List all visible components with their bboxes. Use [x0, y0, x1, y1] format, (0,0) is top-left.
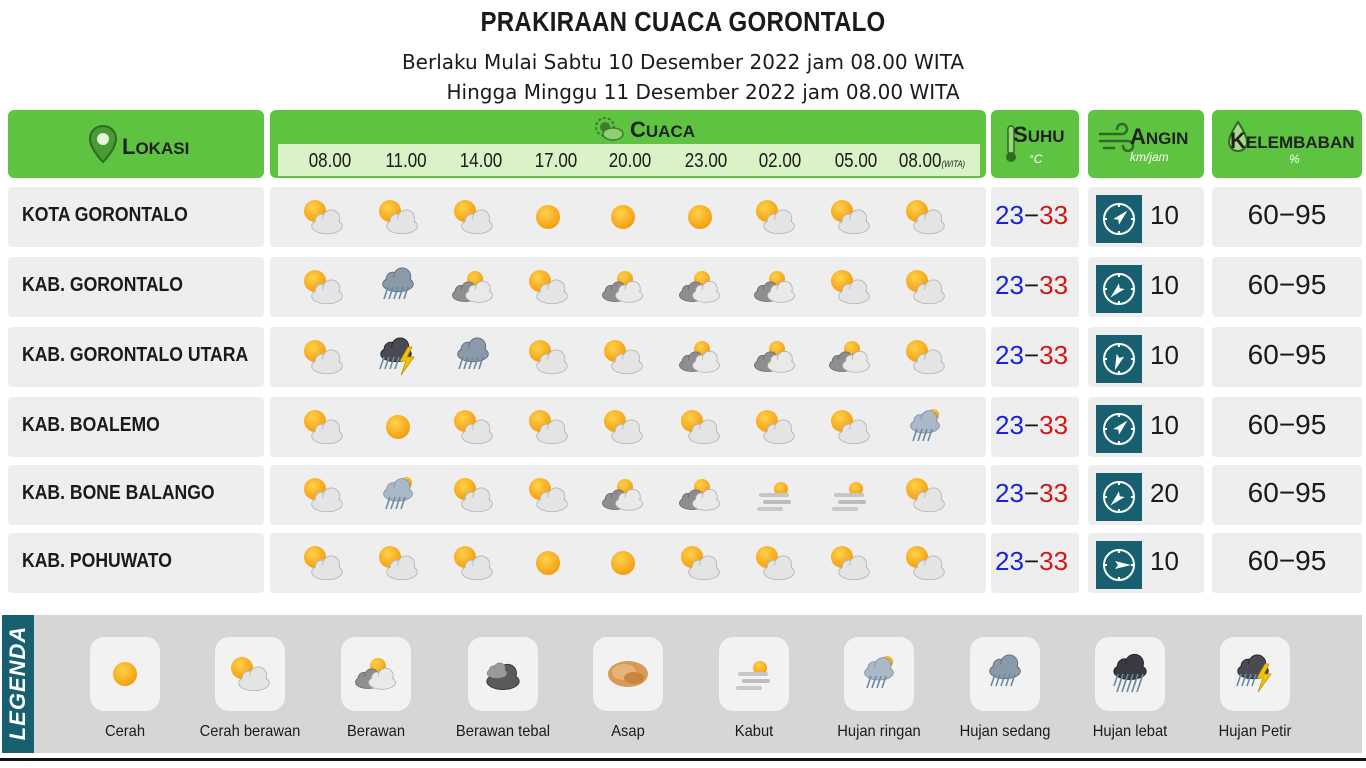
wind-direction-icon — [1096, 541, 1142, 589]
cerah-icon — [595, 541, 651, 585]
location-name: KAB. BOALEMO — [22, 414, 160, 436]
cerah-icon — [370, 405, 426, 449]
legend-label: Hujan sedang — [959, 723, 1051, 740]
weather-cell — [270, 187, 986, 247]
legend-label: Cerah berawan — [199, 723, 301, 740]
humidity-range: 60−95 — [1247, 199, 1327, 230]
legend-icon-box — [215, 637, 285, 711]
temp-max: 33 — [1039, 340, 1069, 370]
page-title: PRAKIRAAN CUACA GORONTALO — [480, 6, 886, 37]
location-name: KOTA GORONTALO — [22, 204, 188, 226]
temp-dash: − — [1023, 546, 1040, 576]
legend-tag — [2, 615, 34, 753]
table-row — [8, 397, 1363, 457]
wind-direction-icon — [1096, 265, 1142, 313]
berawan-icon — [822, 335, 878, 379]
header-angin — [1088, 110, 1204, 178]
temp-min: 23 — [995, 340, 1024, 370]
kabut-icon — [726, 652, 782, 696]
legend-icon-box — [1220, 637, 1290, 711]
cerah-icon — [520, 195, 576, 239]
temp-dash: − — [1023, 340, 1040, 370]
hujan-lebat-icon — [1102, 652, 1158, 696]
weather-cell — [270, 465, 986, 525]
wind-cell — [1088, 397, 1204, 457]
weather-cell — [270, 533, 986, 593]
humidity-cell — [1212, 397, 1362, 457]
cerah-icon — [595, 195, 651, 239]
cerah-berawan-icon — [897, 265, 953, 309]
time-label: 14.00 — [459, 150, 503, 172]
temperature-cell — [991, 465, 1079, 525]
legend-icon-box — [90, 637, 160, 711]
bottom-border — [0, 758, 1366, 768]
hujan-ringan-icon — [897, 405, 953, 449]
table-row — [8, 533, 1363, 593]
header-lokasi-label: LOKASI — [122, 134, 190, 159]
cerah-berawan-icon — [822, 541, 878, 585]
cerah-icon — [672, 195, 728, 239]
temperature-range — [995, 546, 1068, 577]
cerah-berawan-icon — [672, 541, 728, 585]
cerah-berawan-icon — [595, 335, 651, 379]
humidity-range: 60−95 — [1247, 269, 1327, 300]
temp-dash: − — [1023, 200, 1040, 230]
header-suhu-unit: °C — [1029, 152, 1043, 166]
kabut-icon — [822, 473, 878, 517]
cerah-berawan-icon — [520, 405, 576, 449]
legend-panel — [2, 615, 1362, 753]
wind-cell — [1088, 533, 1204, 593]
time-label: 05.00 — [834, 150, 878, 172]
legend-label: Berawan — [346, 723, 406, 740]
wind-speed: 10 — [1150, 270, 1179, 300]
cerah-berawan-icon — [822, 405, 878, 449]
weather-cell — [270, 397, 986, 457]
temp-max: 33 — [1039, 546, 1069, 576]
cerah-berawan-icon — [445, 195, 501, 239]
hujan-ringan-icon — [370, 473, 426, 517]
asap-icon — [600, 652, 656, 696]
temp-min: 23 — [995, 270, 1024, 300]
humidity-cell — [1212, 533, 1362, 593]
temperature-range — [995, 478, 1068, 509]
validity-start: Berlaku Mulai Sabtu 10 Desember 2022 jam 08.00 WITA — [401, 50, 965, 74]
temperature-cell — [991, 187, 1079, 247]
wind-direction-icon — [1096, 195, 1142, 243]
cerah-berawan-icon — [822, 195, 878, 239]
temp-min: 23 — [995, 546, 1024, 576]
legend-label: Kabut — [734, 723, 774, 740]
berawan-icon — [445, 265, 501, 309]
cerah-berawan-icon — [747, 405, 803, 449]
time-label: 23.00 — [684, 150, 728, 172]
location-cell — [8, 187, 264, 247]
humidity-range: 60−95 — [1247, 339, 1327, 370]
temp-min: 23 — [995, 410, 1024, 440]
header-cuaca — [270, 110, 986, 178]
temp-dash: − — [1023, 410, 1040, 440]
legend-icon-box — [844, 637, 914, 711]
humidity-range: 60−95 — [1247, 477, 1327, 508]
location-cell — [8, 397, 264, 457]
cerah-berawan-icon — [445, 541, 501, 585]
hujan-sedang-icon — [445, 335, 501, 379]
temperature-range — [995, 270, 1068, 301]
legend-label: Hujan ringan — [837, 723, 921, 740]
table-row — [8, 327, 1363, 387]
temp-min: 23 — [995, 200, 1024, 230]
hujan-sedang-icon — [370, 265, 426, 309]
wind-cell — [1088, 465, 1204, 525]
temperature-range — [995, 410, 1068, 441]
cerah-berawan-icon — [897, 195, 953, 239]
legend-label: Berawan tebal — [455, 723, 551, 740]
legend-label: Hujan lebat — [1092, 723, 1168, 740]
time-label: 08.00 — [308, 150, 352, 172]
temperature-cell — [991, 327, 1079, 387]
legend-icon-box — [468, 637, 538, 711]
cerah-berawan-icon — [370, 195, 426, 239]
weather-cell — [270, 257, 986, 317]
temperature-cell — [991, 533, 1079, 593]
cerah-icon — [520, 541, 576, 585]
temp-max: 33 — [1039, 410, 1069, 440]
cerah-berawan-icon — [295, 265, 351, 309]
wind-speed: 10 — [1150, 340, 1179, 370]
cerah-berawan-icon — [295, 473, 351, 517]
validity-end: Hingga Minggu 11 Desember 2022 jam 08.00 WITA — [446, 80, 960, 104]
hujan-ringan-icon — [851, 652, 907, 696]
humidity-range: 60−95 — [1247, 545, 1327, 576]
temperature-cell — [991, 397, 1079, 457]
header-suhu — [991, 110, 1079, 178]
berawan-icon — [595, 473, 651, 517]
cerah-berawan-icon — [897, 473, 953, 517]
berawan-tebal-icon — [475, 652, 531, 696]
temperature-cell — [991, 257, 1079, 317]
location-name: KAB. GORONTALO UTARA — [22, 344, 249, 366]
location-cell — [8, 465, 264, 525]
header-kelembaban — [1212, 110, 1362, 178]
weather-cell — [270, 327, 986, 387]
table-row — [8, 465, 1363, 525]
legend-title: LEGENDA — [5, 625, 30, 741]
location-name: KAB. BONE BALANGO — [22, 482, 215, 504]
wind-speed: 10 — [1150, 410, 1179, 440]
cerah-berawan-icon — [747, 541, 803, 585]
wind-speed: 10 — [1150, 546, 1179, 576]
cerah-berawan-icon — [295, 405, 351, 449]
temp-dash: − — [1023, 478, 1040, 508]
temperature-range — [995, 340, 1068, 371]
cerah-berawan-icon — [897, 335, 953, 379]
location-name: KAB. POHUWATO — [22, 550, 172, 572]
berawan-icon — [672, 265, 728, 309]
legend-icon-box — [1095, 637, 1165, 711]
cerah-berawan-icon — [747, 195, 803, 239]
wind-direction-icon — [1096, 473, 1142, 521]
legend-icon-box — [970, 637, 1040, 711]
location-name: KAB. GORONTALO — [22, 274, 183, 296]
cerah-berawan-icon — [295, 195, 351, 239]
humidity-cell — [1212, 187, 1362, 247]
cerah-berawan-icon — [897, 541, 953, 585]
cerah-berawan-icon — [822, 265, 878, 309]
time-label: 20.00 — [608, 150, 652, 172]
cerah-berawan-icon — [672, 405, 728, 449]
cerah-icon — [97, 652, 153, 696]
cerah-berawan-icon — [595, 405, 651, 449]
time-band — [278, 144, 980, 176]
time-label: 08.00(WITA) — [898, 150, 966, 172]
berawan-icon — [747, 265, 803, 309]
table-row — [8, 187, 1363, 247]
berawan-icon — [672, 335, 728, 379]
time-label: 17.00 — [534, 150, 578, 172]
location-cell — [8, 533, 264, 593]
hujan-sedang-icon — [977, 652, 1033, 696]
cerah-berawan-icon — [295, 541, 351, 585]
location-cell — [8, 327, 264, 387]
cerah-berawan-icon — [445, 405, 501, 449]
temp-max: 33 — [1039, 478, 1069, 508]
berawan-icon — [348, 652, 404, 696]
wind-direction-icon — [1096, 405, 1142, 453]
wind-cell — [1088, 187, 1204, 247]
temp-min: 23 — [995, 478, 1024, 508]
legend-icon-box — [719, 637, 789, 711]
time-label: 02.00 — [758, 150, 802, 172]
timezone-suffix: (WITA) — [941, 159, 966, 169]
header-kelembaban-unit: % — [1289, 152, 1300, 166]
header-angin-label: ANGIN — [1130, 124, 1189, 149]
header-lokasi — [8, 110, 264, 178]
berawan-icon — [595, 265, 651, 309]
cerah-berawan-icon — [295, 335, 351, 379]
humidity-range: 60−95 — [1247, 409, 1327, 440]
header-suhu-label: SUHU — [1013, 122, 1065, 147]
temp-max: 33 — [1039, 200, 1069, 230]
humidity-cell — [1212, 465, 1362, 525]
header-cuaca-label: CUACA — [630, 117, 695, 142]
legend-icon-box — [593, 637, 663, 711]
humidity-cell — [1212, 257, 1362, 317]
time-label: 11.00 — [385, 150, 427, 172]
cerah-berawan-icon — [222, 652, 278, 696]
wind-cell — [1088, 257, 1204, 317]
cerah-berawan-icon — [520, 265, 576, 309]
humidity-cell — [1212, 327, 1362, 387]
wind-speed: 10 — [1150, 200, 1179, 230]
header-angin-unit: km/jam — [1130, 150, 1169, 164]
wind-direction-icon — [1096, 335, 1142, 383]
legend-icon-box — [341, 637, 411, 711]
location-pin-icon — [88, 124, 118, 164]
hujan-petir-icon — [1227, 652, 1283, 696]
sun-cloud-icon — [592, 114, 624, 142]
header-kelembaban-label: KELEMBABAN — [1230, 128, 1355, 153]
berawan-icon — [672, 473, 728, 517]
wind-cell — [1088, 327, 1204, 387]
hujan-petir-icon — [370, 335, 426, 379]
temp-max: 33 — [1039, 270, 1069, 300]
temperature-range — [995, 200, 1068, 231]
legend-label: Cerah — [104, 723, 146, 740]
location-cell — [8, 257, 264, 317]
cerah-berawan-icon — [520, 335, 576, 379]
kabut-icon — [747, 473, 803, 517]
legend-label: Asap — [611, 723, 645, 740]
legend-label: Hujan Petir — [1218, 723, 1292, 740]
cerah-berawan-icon — [445, 473, 501, 517]
wind-speed: 20 — [1150, 478, 1179, 508]
table-row — [8, 257, 1363, 317]
berawan-icon — [747, 335, 803, 379]
cerah-berawan-icon — [370, 541, 426, 585]
cerah-berawan-icon — [520, 473, 576, 517]
temp-dash: − — [1023, 270, 1040, 300]
